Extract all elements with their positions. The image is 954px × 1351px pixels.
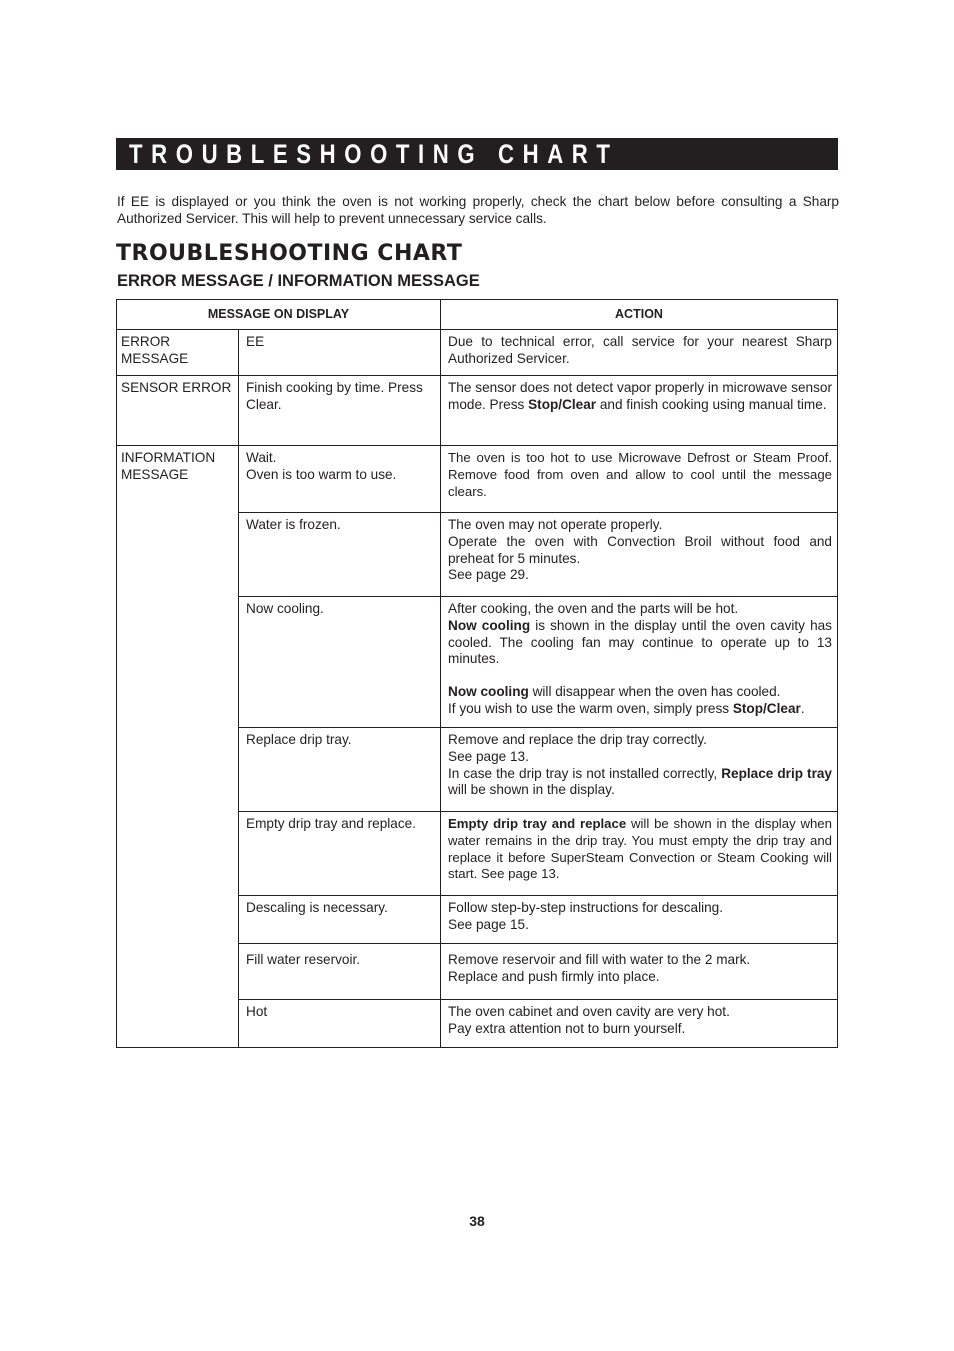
table-row [117,330,838,376]
message-cell: Empty drip tray and replace. [239,812,441,896]
action-cell: The oven is too hot to use Microwave Defrost or Steam Proof. Remove food from oven and allow to cool until the message clears. [441,446,838,513]
table-row [117,446,838,513]
action-cell: Due to technical error, call service for your nearest Sharp Authorized Servicer. [441,330,838,376]
action-cell: The oven cabinet and oven cavity are very hot. Pay extra attention not to burn yourself. [441,1000,838,1048]
message-cell: Now cooling. [239,597,441,728]
action-cell: Follow step-by-step instructions for descaling. See page 15. [441,896,838,944]
message-cell: Fill water reservoir. [239,944,441,1000]
section-banner [116,138,838,170]
action-cell: Remove reservoir and fill with water to the 2 mark. Replace and push firmly into place. [441,944,838,1000]
message-cell: Water is frozen. [239,513,441,597]
table-row [117,376,838,446]
chart-subheading: ERROR MESSAGE / INFORMATION MESSAGE [117,272,480,290]
action-cell: Empty drip tray and replace will be shown in the display when water remains in the drip tray. You must empty the drip tray and replace it before SuperSteam Convection or Steam Cooking will start. See page 13. [441,812,838,896]
page-number: 38 [469,1213,485,1229]
message-cell: Replace drip tray. [239,728,441,812]
table-header-row [117,300,838,330]
action-cell: The sensor does not detect vapor properly in microwave sensor mode. Press Stop/Clear and finish cooking using manual time. [441,376,838,446]
message-cell: Descaling is necessary. [239,896,441,944]
troubleshooting-table [116,299,838,1048]
action-cell: After cooking, the oven and the parts will be hot. Now cooling is shown in the display until the oven cavity has cooled. The cooling fan may continue to operate up to 13 minutes. Now cooling will disappear when the oven has cooled. If you wish to use the warm oven, simply press Stop/Clear. [441,597,838,728]
message-cell: Finish cooking by time. Press Clear. [239,376,441,446]
action-cell: Remove and replace the drip tray correctly. See page 13. In case the drip tray is not installed correctly, Replace drip tray will be shown in the display. [441,728,838,812]
chart-heading: TROUBLESHOOTING CHART [116,241,463,266]
category-sensor: SENSOR ERROR [117,376,239,446]
category-error: ERROR MESSAGE [117,330,239,376]
category-information: INFORMATION MESSAGE [117,446,239,1048]
message-cell: EE [239,330,441,376]
banner-title: TROUBLESHOOTING CHART [129,139,619,169]
action-cell: The oven may not operate properly. Operate the oven with Convection Broil without food and preheat for 5 minutes. See page 29. [441,513,838,597]
header-action: ACTION [441,300,838,330]
message-cell: Hot [239,1000,441,1048]
intro-paragraph: If EE is displayed or you think the oven is not working properly, check the chart below before consulting a Sharp Authorized Servicer. This will help to prevent unnecessary service calls. [117,194,839,226]
header-message: MESSAGE ON DISPLAY [117,300,441,330]
message-cell: Wait. Oven is too warm to use. [239,446,441,513]
